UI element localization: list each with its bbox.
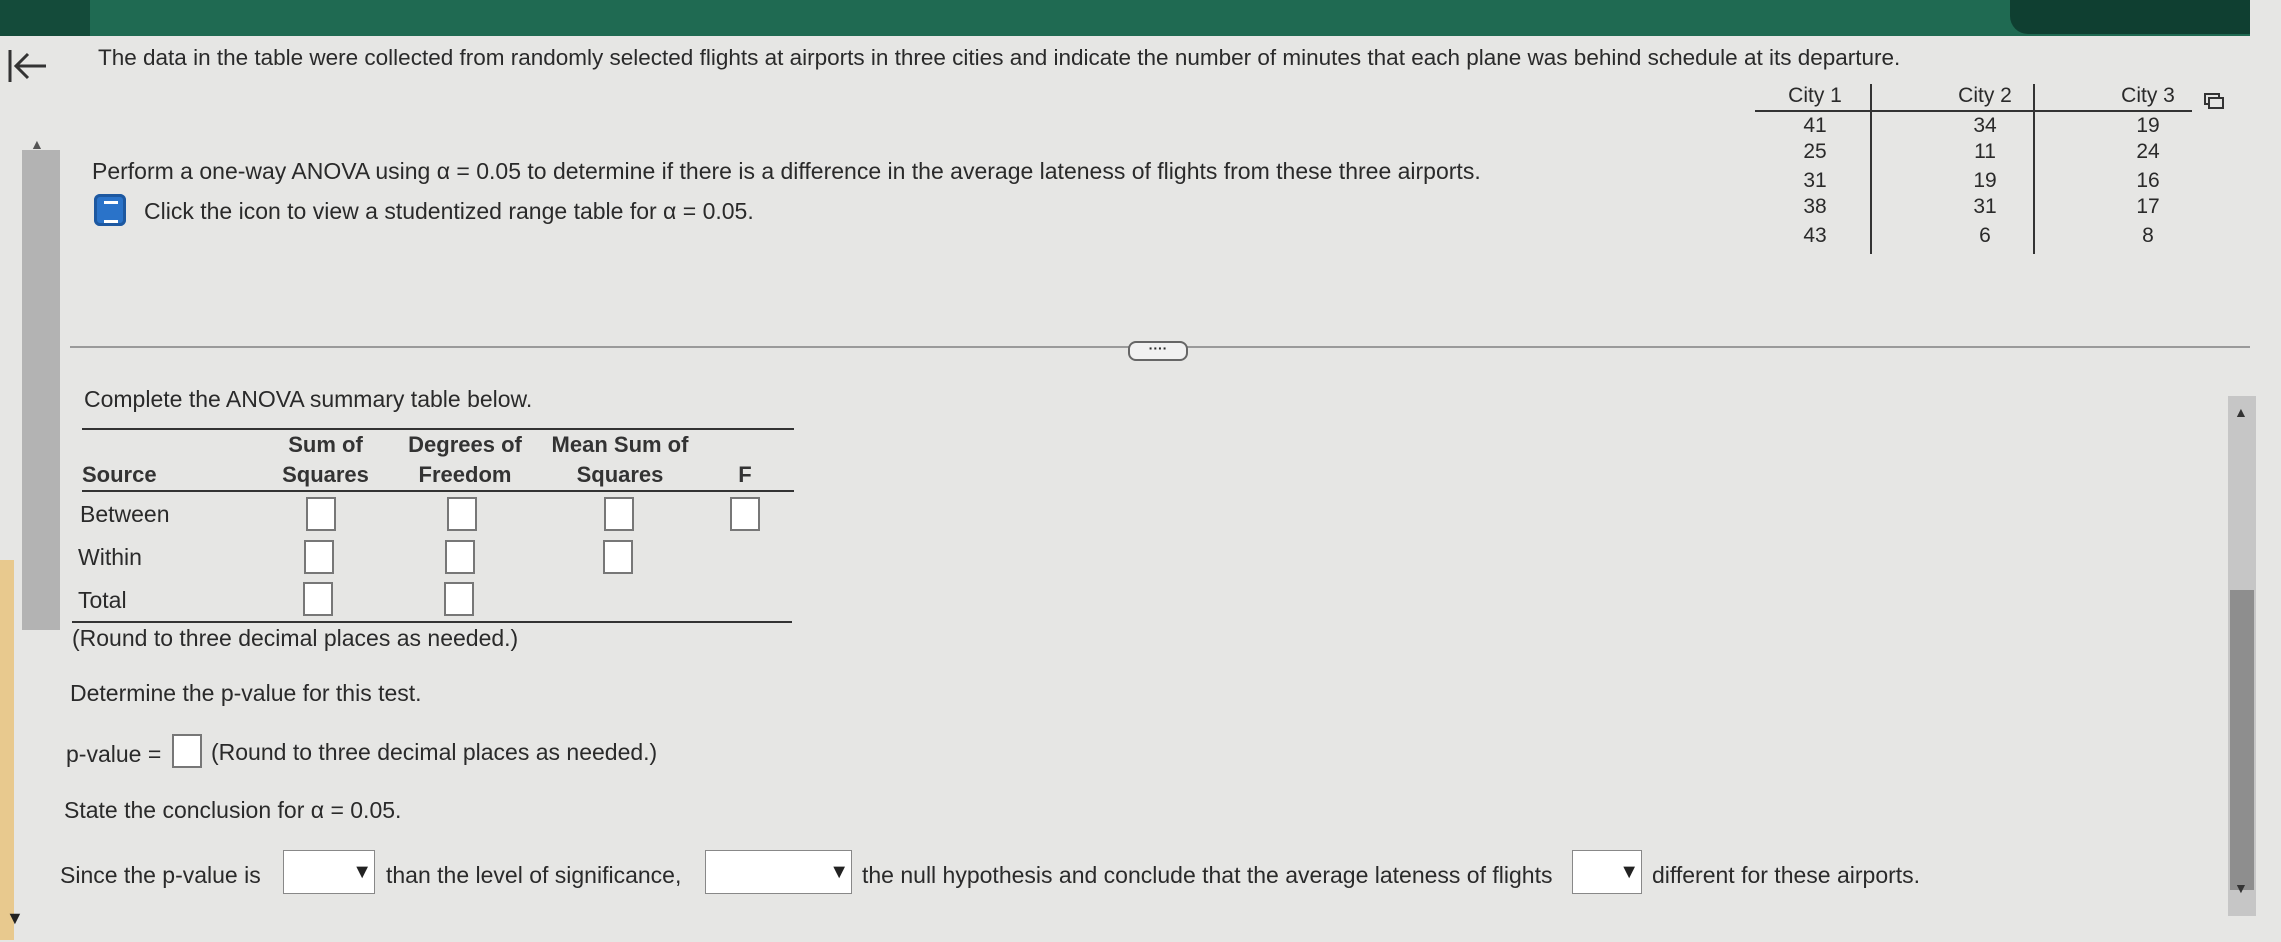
back-icon[interactable] <box>4 44 52 92</box>
dropdown-arrow-icon: ▼ <box>829 861 849 883</box>
anova-top-rule <box>82 428 794 430</box>
table-cell: 34 <box>1973 114 1997 137</box>
table-cell: 6 <box>1979 224 1991 247</box>
top-bar-left <box>0 0 90 36</box>
pvalue-round-note: (Round to three decimal places as needed.) <box>211 739 658 765</box>
left-scrollbar[interactable] <box>22 150 60 630</box>
conclusion-prompt: State the conclusion for α = 0.05. <box>64 797 402 823</box>
conclusion-text-part4: different for these airports. <box>1652 862 1921 888</box>
within-ss-input[interactable] <box>304 540 334 574</box>
conclusion-text-part1: Since the p-value is <box>60 862 261 888</box>
df-header-line2: Freedom <box>418 462 512 487</box>
table-cell: 17 <box>2136 195 2160 218</box>
table-book-icon[interactable] <box>94 194 126 226</box>
between-df-input[interactable] <box>447 497 477 531</box>
total-df-input[interactable] <box>444 582 474 616</box>
table-cell: 16 <box>2136 169 2160 192</box>
ss-header-line2: Squares <box>282 462 369 487</box>
scroll-up-icon[interactable]: ▲ <box>30 136 44 152</box>
col-header-city1: City 1 <box>1788 84 1842 107</box>
instruction-anova: Perform a one-way ANOVA using α = 0.05 to determine if there is a difference in the average lateness of flights from these three airports. <box>92 158 1481 184</box>
table-cell: 38 <box>1803 195 1827 218</box>
left-edge-stripe <box>0 560 14 940</box>
scroll-down-icon[interactable]: ▼ <box>6 908 24 928</box>
ss-header-line1: Sum of <box>288 432 363 457</box>
col-header-city3: City 3 <box>2121 84 2175 107</box>
conclusion-text-part3: the null hypothesis and conclude that the average lateness of flights <box>862 862 1553 888</box>
question-text: The data in the table were collected from randomly selected flights at airports in three cities and indicate the number of minutes that each plane was behind schedule at its departure. <box>98 45 1901 70</box>
conclusion-text-part2: than the level of significance, <box>386 862 682 888</box>
right-scrollbar-thumb[interactable] <box>2230 590 2254 890</box>
top-bar <box>0 0 2250 36</box>
dropdown-arrow-icon: ▼ <box>1619 861 1639 883</box>
scroll-down-icon[interactable]: ▼ <box>2234 880 2248 896</box>
top-bar-right-pill <box>2010 0 2250 34</box>
between-f-input[interactable] <box>730 497 760 531</box>
instruction-studentized-link[interactable]: Click the icon to view a studentized range table for α = 0.05. <box>144 198 754 224</box>
city-data-table <box>1735 84 2190 259</box>
anova-header-rule <box>82 490 794 492</box>
between-ms-input[interactable] <box>604 497 634 531</box>
table-cell: 24 <box>2136 140 2160 163</box>
ms-header-line2: Squares <box>576 462 664 487</box>
anova-round-note: (Round to three decimal places as needed.) <box>72 625 519 651</box>
anova-bottom-rule <box>72 621 792 623</box>
hypothesis-decision-dropdown[interactable] <box>705 850 852 894</box>
between-ss-input[interactable] <box>306 497 336 531</box>
pvalue-label: p-value = <box>66 741 162 767</box>
row-label-between: Between <box>80 501 170 527</box>
f-header: F <box>738 462 752 487</box>
source-header: Source <box>82 462 157 487</box>
anova-prompt: Complete the ANOVA summary table below. <box>84 386 533 412</box>
table-header-rule <box>1755 110 2192 112</box>
total-ss-input[interactable] <box>303 582 333 616</box>
dropdown-arrow-icon: ▼ <box>352 861 372 883</box>
row-label-within: Within <box>78 544 142 570</box>
table-cell: 11 <box>1974 140 1996 163</box>
table-cell: 43 <box>1803 224 1827 247</box>
pvalue-input[interactable] <box>172 734 202 768</box>
copy-icon[interactable] <box>2203 90 2225 110</box>
df-header-line1: Degrees of <box>408 432 522 457</box>
col-header-city2: City 2 <box>1958 84 2012 107</box>
column-divider-1 <box>1870 84 1872 254</box>
expand-button[interactable]: ···· <box>1128 341 1188 361</box>
table-cell: 31 <box>1973 195 1997 218</box>
table-cell: 19 <box>1973 169 1997 192</box>
ms-header-line1: Mean Sum of <box>551 432 689 457</box>
table-cell: 8 <box>2142 224 2154 247</box>
table-cell: 25 <box>1803 140 1827 163</box>
within-ms-input[interactable] <box>603 540 633 574</box>
scroll-up-icon[interactable]: ▲ <box>2234 404 2248 420</box>
table-cell: 31 <box>1803 169 1827 192</box>
pvalue-comparison-dropdown[interactable] <box>283 850 375 894</box>
row-label-total: Total <box>78 587 127 613</box>
within-df-input[interactable] <box>445 540 475 574</box>
difference-dropdown[interactable] <box>1572 850 1642 894</box>
table-cell: 19 <box>2136 114 2160 137</box>
pvalue-prompt: Determine the p-value for this test. <box>70 680 422 706</box>
table-cell: 41 <box>1803 114 1827 137</box>
